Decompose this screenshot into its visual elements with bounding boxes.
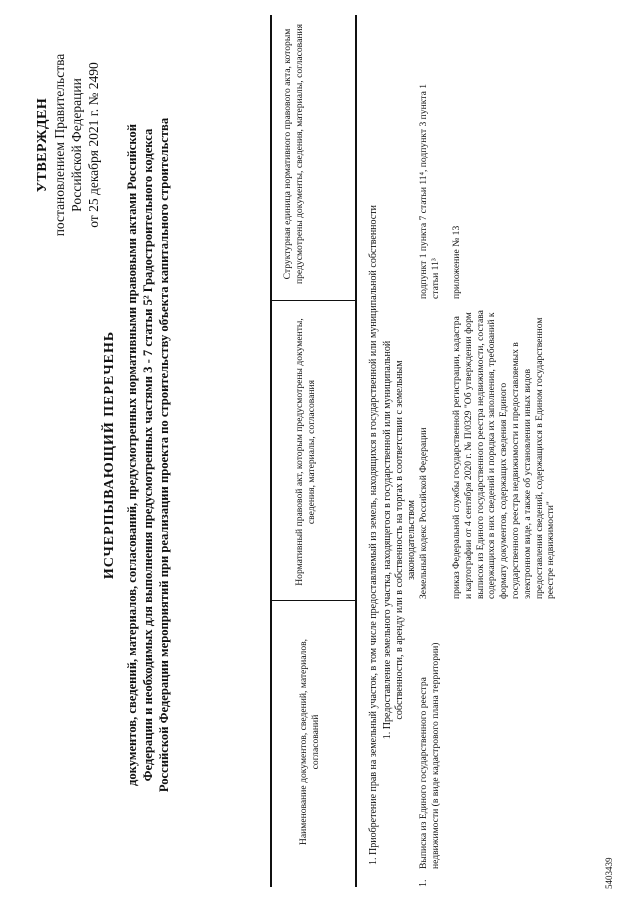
title-line: Федерации и необходимых для выполнения предусмотренных частями 3 - 7 статьи 5² Градостроительного кодекса xyxy=(141,128,155,782)
approval-line: постановлением Правительства xyxy=(52,53,67,237)
table-header xyxy=(270,15,357,887)
row-document-name: Выписка из Единого государственного реестра недвижимости (в виде кадастрового плана территории) xyxy=(418,642,441,869)
subsection-heading: 1. Предоставление земельного участка, находящегося в государственной или муниципальной собственности, в аренду или в собственность на торгах в соответствии с земельным законодательством xyxy=(382,340,417,740)
row-unit: подпункт 1 пункта 7 статьи 11⁴, подпункт 3 пункта 1 статьи 11³ xyxy=(418,83,441,299)
column-divider xyxy=(270,300,357,301)
title-line: Российской Федерации мероприятий при реализации проекта по строительству объекта капитального строительства xyxy=(157,117,171,793)
table-bottom-border xyxy=(355,15,357,887)
title-main: ИСЧЕРПЫВАЮЩИЙ ПЕРЕЧЕНЬ xyxy=(102,330,117,580)
approval-stamp xyxy=(34,15,102,275)
row-act: Земельный кодекс Российской Федерации xyxy=(418,427,429,599)
row-unit: приложение № 13 xyxy=(451,225,462,299)
document-title xyxy=(102,45,172,865)
header-acts: Нормативный правовой акт, которым предусмотрены документы, сведения, материалы, согласования xyxy=(294,318,317,586)
document-number: 5403439 xyxy=(604,857,614,889)
approval-line: Российской Федерации xyxy=(69,78,84,212)
column-divider xyxy=(270,600,357,601)
row-number: 1. xyxy=(418,879,429,887)
approval-date: от 25 декабря 2021 г. № 2490 xyxy=(86,62,101,228)
header-units: Структурная единица нормативного правового акта, которым предусмотрены документы, сведения, материалы, согласования xyxy=(282,23,305,285)
table-top-border xyxy=(270,15,272,887)
title-line: документов, сведений, материалов, согласований, предусмотренных нормативными правовыми актами Российской xyxy=(125,124,139,786)
approval-title: УТВЕРЖДЕН xyxy=(35,97,50,193)
section-heading: 1. Приобретение прав на земельный участок, в том числе предоставляемый из земель, находящихся в государственной или муниципальной собственности xyxy=(368,205,379,865)
row-act: приказ Федеральной службы государственной регистрации, кадастра и картографии от 4 сентября 2020 г. № П/0329 "Об утверждении форм выписок из Единого государственного реестра недвижимости, состава содержащихся в них сведений и порядка их заполнения, требований к формату документов, содержащих сведения Единого государственного реестра недвижимости и предоставляемых в электронном виде, а также об установлении иных видов предоставления сведений, содержащихся в Едином государственном реестре недвижимости" xyxy=(451,310,557,599)
header-names: Наименование документов, сведений, материалов, согласований xyxy=(298,638,321,846)
